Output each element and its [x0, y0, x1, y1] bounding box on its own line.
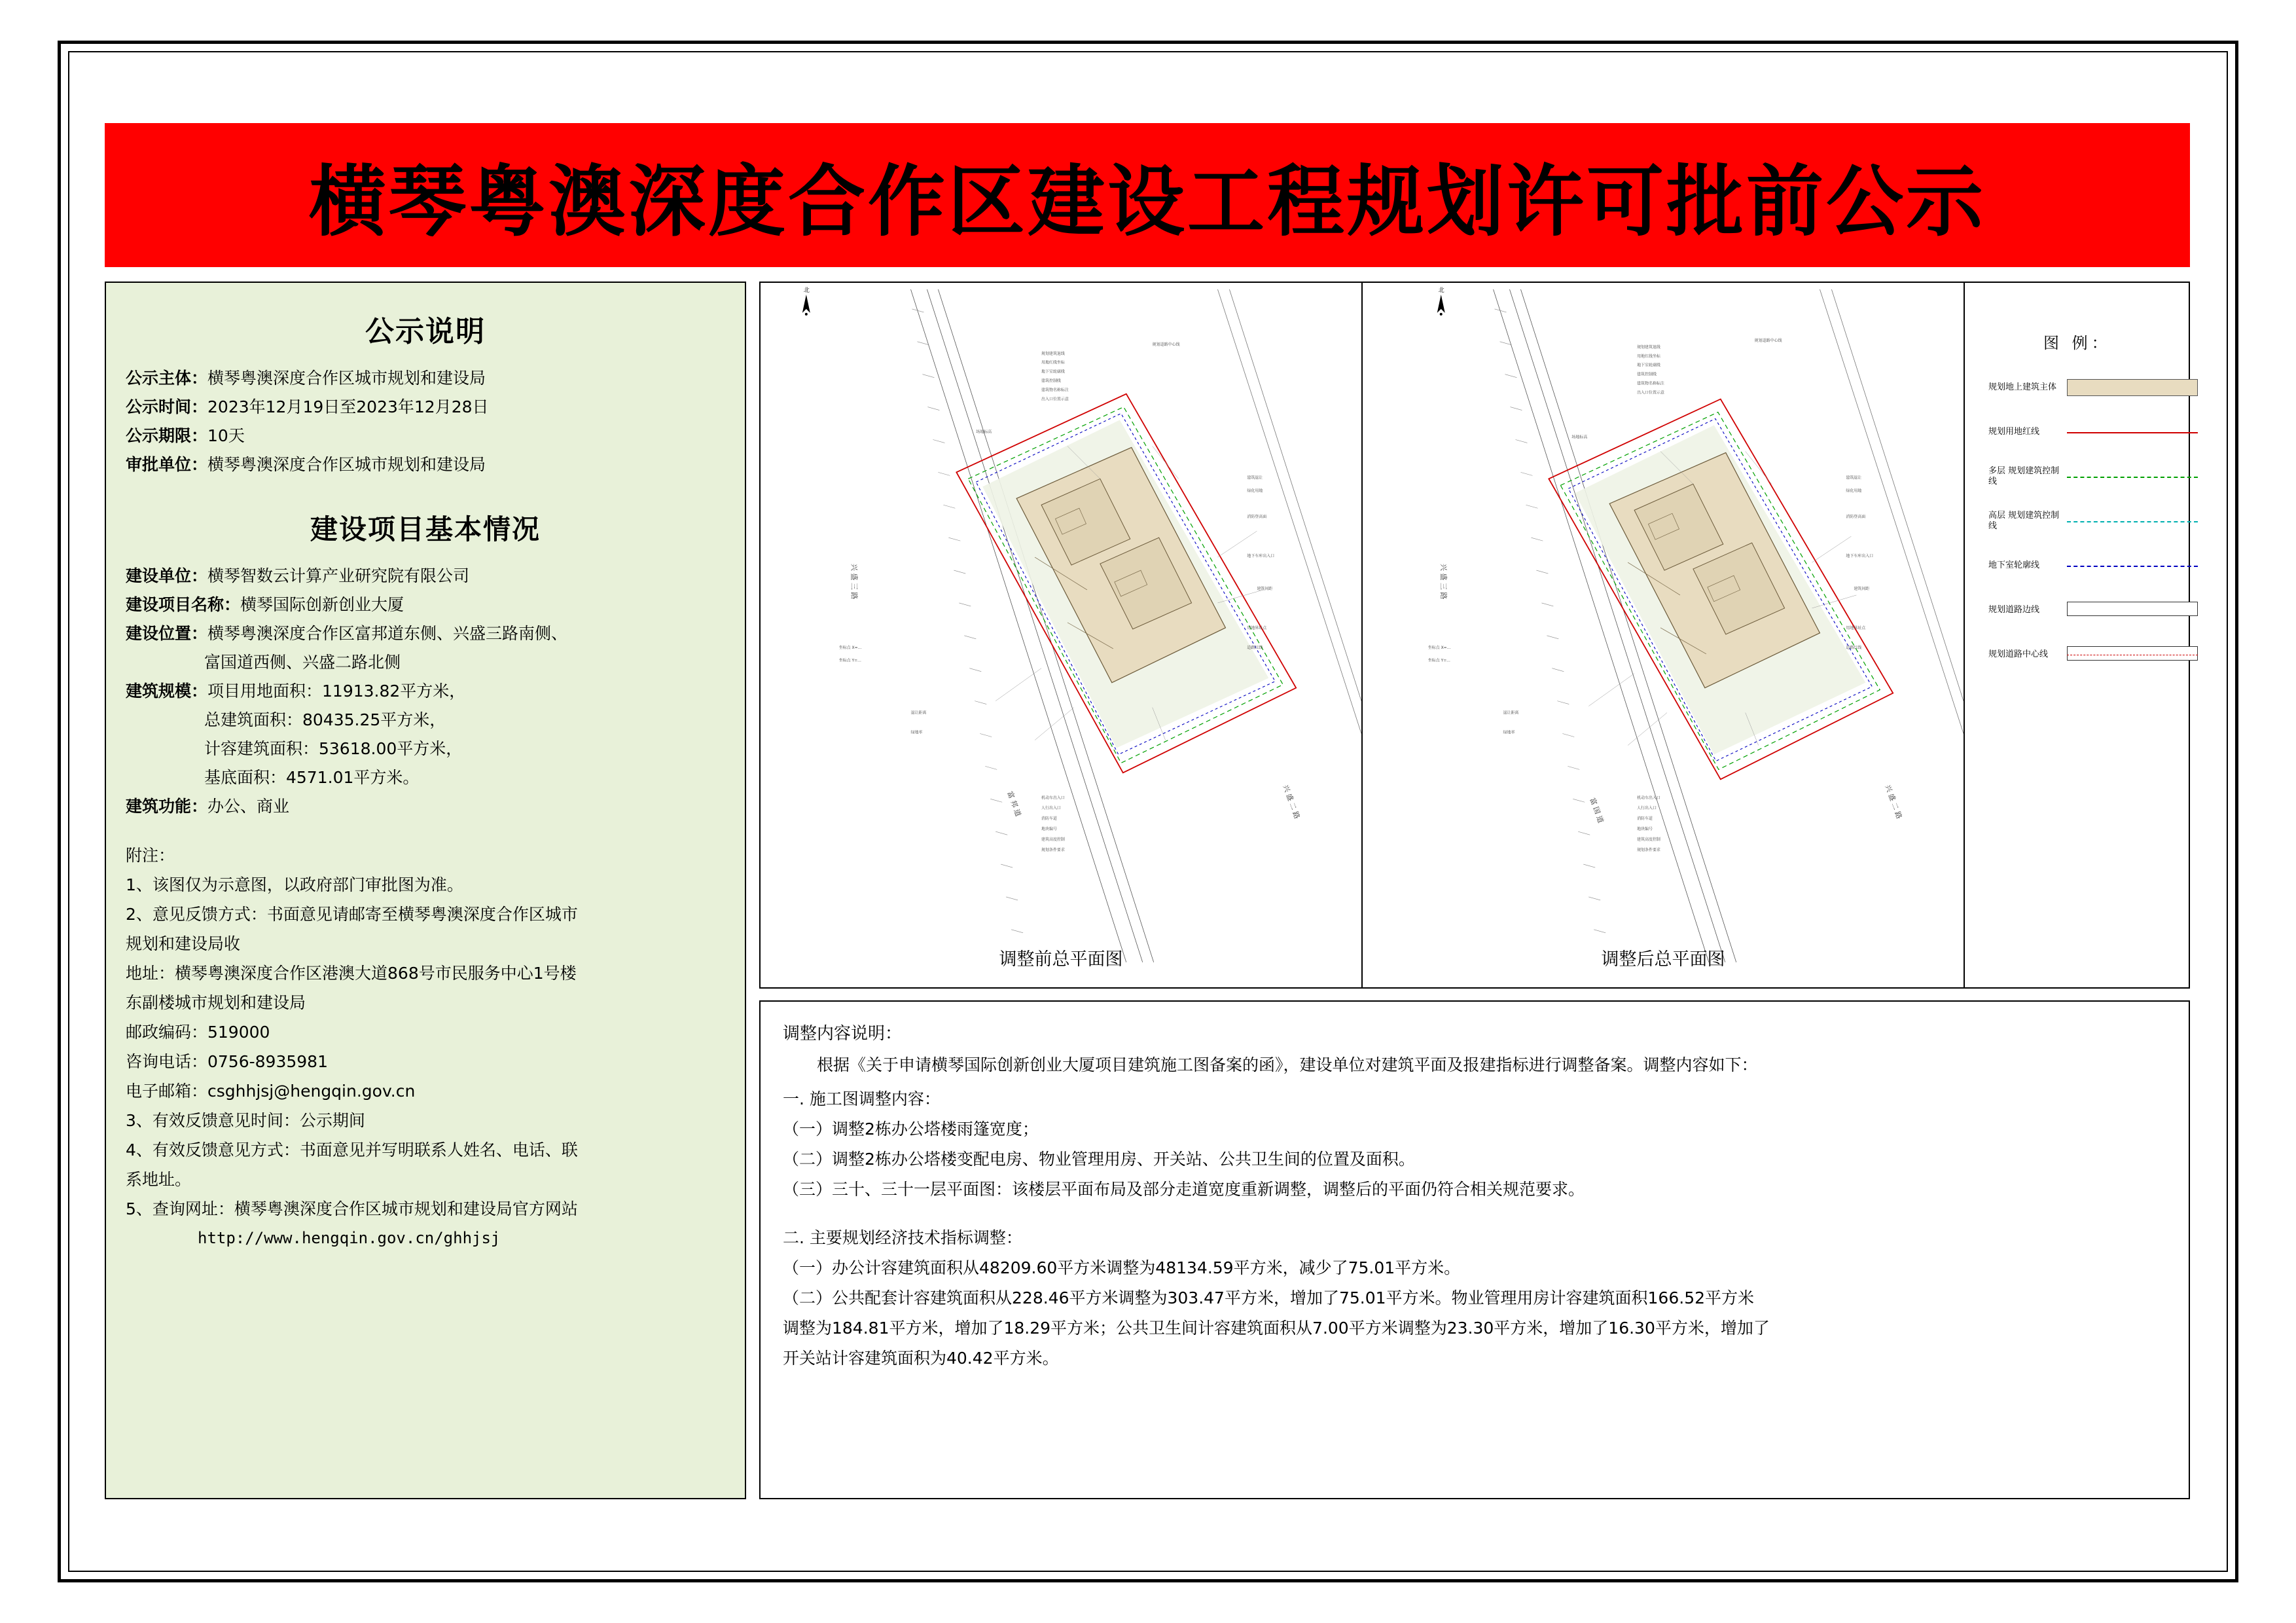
svg-text:地块编号: 地块编号 [1637, 827, 1653, 832]
adjustment-description-block [759, 1000, 2190, 1499]
site-plan-before-drawing [761, 283, 1361, 986]
project-value: 横琴国际创新创业大厦 [240, 595, 404, 614]
project-value: 横琴粤澳深度合作区富邦道东侧、兴盛三路南侧、 [207, 624, 568, 643]
project-value: 项目用地面积：11913.82平方米， [207, 682, 466, 701]
svg-text:建筑间距: 建筑间距 [1257, 586, 1273, 591]
project-location-line2: 富国道西侧、兴盛二路北侧 [204, 653, 401, 672]
adjustment-section1-item: （三）三十、三十一层平面图：该楼层平面布局及部分走道宽度重新调整，调整后的平面仍符合相关规范要求。 [783, 1180, 1585, 1199]
notice-row [126, 422, 725, 450]
notice-value: 横琴粤澳深度合作区城市规划和建设局 [207, 369, 486, 388]
legend-item-road-centerline [1988, 632, 2198, 677]
project-key: 建筑规模： [126, 682, 208, 701]
adjustment-section2-item: （二）公共配套计容建筑面积从228.46平方米调整为303.47平方米，增加了75.01平方米。物业管理用房计容建筑面积166.52平方米 [783, 1288, 1755, 1307]
svg-text:建筑退让: 建筑退让 [1846, 475, 1862, 481]
legend-swatch-red-line [2067, 424, 2198, 441]
svg-text:场地标高: 场地标高 [1571, 435, 1588, 440]
page-title: 横琴粤澳深度合作区建设工程规划许可批前公示 [308, 156, 1986, 247]
legend-item-high-rise-control-line [1988, 499, 2198, 543]
legend-label: 规划道路中心线 [1988, 649, 2049, 659]
legend-title: 图 例： [2043, 334, 2111, 352]
note-item: 东副楼城市规划和建设局 [126, 993, 306, 1012]
svg-text:兴 盛 二 路: 兴 盛 二 路 [1883, 783, 1904, 820]
note-item: 系地址。 [126, 1170, 192, 1189]
svg-text:人行出入口: 人行出入口 [1637, 806, 1657, 811]
legend-swatch-road-centerline [2067, 646, 2198, 663]
svg-text:退让距离: 退让距离 [1503, 710, 1519, 716]
project-value: 办公、商业 [207, 797, 290, 816]
notice-row [126, 364, 725, 393]
svg-text:规划建筑退线: 规划建筑退线 [1637, 344, 1660, 350]
note-item: 2、意见反馈方式：书面意见请邮寄至横琴粤澳深度合作区城市 [126, 905, 578, 924]
adjustment-section2-item: 开关站计容建筑面积为40.42平方米。 [783, 1349, 1059, 1368]
legend-label: 高层 规划建筑控制线 [1988, 511, 2060, 531]
svg-text:坐标点 X=...: 坐标点 X=... [838, 645, 862, 650]
svg-text:道路红线: 道路红线 [1846, 645, 1862, 650]
notice-value: 横琴粤澳深度合作区城市规划和建设局 [207, 455, 486, 474]
scale-line: 总建筑面积：80435.25平方米， [204, 710, 446, 729]
notice-key: 审批单位： [126, 455, 208, 474]
site-plan-after [1363, 283, 1965, 987]
svg-text:出入口位置示意: 出入口位置示意 [1041, 397, 1069, 402]
legend-panel [1965, 283, 2189, 987]
legend-label: 规划用地红线 [1988, 427, 2040, 437]
adjustment-intro: 根据《关于申请横琴国际创新创业大厦项目建筑施工图备案的函》，建设单位对建筑平面及报建指标进行调整备案。调整内容如下： [817, 1055, 1758, 1074]
project-key: 建设单位： [126, 566, 208, 585]
note-item: 5、查询网址：横琴粤澳深度合作区城市规划和建设局官方网站 [126, 1199, 578, 1218]
svg-text:地下车库出入口: 地下车库出入口 [1247, 554, 1275, 559]
svg-text:场地标高: 场地标高 [976, 429, 992, 435]
project-row [126, 792, 725, 821]
svg-text:坐标点 Y=...: 坐标点 Y=... [1427, 658, 1450, 663]
note-item: 咨询电话：0756-8935981 [126, 1052, 328, 1071]
project-key: 建设位置： [126, 624, 208, 643]
legend-swatch-road-edge [2067, 602, 2198, 619]
note-item: 3、有效反馈意见时间：公示期间 [126, 1111, 365, 1130]
notice-heading: 公示说明 [365, 315, 486, 348]
adjustment-section2-item: （一）办公计容建筑面积从48209.60平方米调整为48134.59平方米，减少了75.01平方米。 [783, 1258, 1461, 1277]
website-url: http://www.hengqin.gov.cn/ghhjsj [198, 1229, 501, 1247]
scale-line: 基底面积：4571.01平方米。 [204, 768, 420, 787]
project-row [126, 619, 725, 648]
svg-text:地块编号: 地块编号 [1041, 827, 1057, 832]
legend-list [1988, 365, 2198, 677]
notice-value: 2023年12月19日至2023年12月28日 [207, 397, 489, 416]
note-item-email: 电子邮箱：csghhjsj@hengqin.gov.cn [126, 1082, 416, 1101]
svg-text:兴 盛 二 路: 兴 盛 二 路 [1281, 783, 1302, 820]
svg-text:坐标点 Y=...: 坐标点 Y=... [838, 658, 861, 663]
adjustment-section2-item: 调整为184.81平方米，增加了18.29平方米；公共卫生间计容建筑面积从7.00平方米调整为23.30平方米，增加了16.30平方米，增加了 [783, 1319, 1770, 1338]
svg-text:消防登高面: 消防登高面 [1247, 515, 1267, 520]
legend-label: 多层 规划建筑控制线 [1988, 466, 2060, 486]
svg-text:建筑退让: 建筑退让 [1247, 475, 1263, 481]
svg-text:规划道路中心线: 规划道路中心线 [1754, 338, 1782, 343]
svg-text:兴 盛 三 路: 兴 盛 三 路 [1439, 564, 1448, 600]
legend-item-red-line [1988, 410, 2198, 454]
svg-text:绿地率: 绿地率 [910, 730, 923, 735]
svg-text:人行出入口: 人行出入口 [1041, 806, 1061, 811]
svg-text:消防车道: 消防车道 [1637, 816, 1653, 822]
svg-text:绿地率: 绿地率 [1503, 730, 1515, 735]
svg-text:规划建筑退线: 规划建筑退线 [1041, 351, 1065, 356]
legend-label: 规划地上建筑主体 [1988, 382, 2057, 392]
site-plan-after-drawing [1363, 283, 1964, 986]
svg-text:建筑物名称标注: 建筑物名称标注 [1041, 388, 1069, 393]
legend-item-road-edge [1988, 588, 2198, 632]
project-heading: 建设项目基本情况 [310, 513, 541, 545]
note-item: 邮政编码：519000 [126, 1023, 270, 1042]
svg-text:机动车出入口: 机动车出入口 [1041, 795, 1065, 801]
legend-label: 规划道路边线 [1988, 605, 2040, 615]
project-row [126, 591, 725, 619]
adjustment-section1-item: （一）调整2栋办公塔楼雨篷宽度； [783, 1120, 1039, 1139]
notice-key: 公示期限： [126, 426, 208, 445]
svg-text:地下室轮廓线: 地下室轮廓线 [1041, 369, 1065, 374]
svg-text:规划条件要求: 规划条件要求 [1041, 848, 1065, 853]
svg-text:消防车道: 消防车道 [1041, 816, 1057, 822]
adjustment-section1-item: （二）调整2栋办公塔楼变配电房、物业管理用房、开关站、公共卫生间的位置及面积。 [783, 1150, 1415, 1169]
svg-text:道路红线: 道路红线 [1247, 645, 1263, 650]
svg-text:兴 盛 三 路: 兴 盛 三 路 [850, 564, 859, 600]
svg-text:地下室轮廓线: 地下室轮廓线 [1637, 363, 1660, 368]
note-item: 4、有效反馈意见方式：书面意见并写明联系人姓名、电话、联 [126, 1140, 578, 1159]
site-plan-after-caption: 调整后总平面图 [1601, 949, 1725, 970]
svg-text:退让距离: 退让距离 [910, 710, 927, 716]
legend-swatch-cyan-line [2067, 513, 2198, 530]
notice-key: 公示时间： [126, 397, 208, 416]
adjustment-section2-title: 二. 主要规划经济技术指标调整： [783, 1228, 1022, 1247]
svg-text:建筑物名称标注: 建筑物名称标注 [1637, 381, 1664, 386]
adjustment-section1-title: 一. 施工图调整内容： [783, 1089, 941, 1108]
notes-block [126, 841, 725, 1253]
svg-text:地下车库出入口: 地下车库出入口 [1846, 554, 1874, 559]
svg-text:绿化用地: 绿化用地 [1247, 488, 1263, 494]
svg-text:规划道路中心线: 规划道路中心线 [1152, 342, 1180, 347]
legend-swatch-green-line [2067, 468, 2198, 485]
svg-text:规划条件要求: 规划条件要求 [1637, 848, 1660, 853]
notice-value: 10天 [207, 426, 245, 445]
project-key: 建设项目名称： [126, 595, 241, 614]
legend-swatch-fill [2067, 379, 2198, 396]
note-item: 地址：横琴粤澳深度合作区港澳大道868号市民服务中心1号楼 [126, 964, 577, 983]
title-banner [105, 123, 2190, 267]
svg-text:出入口位置示意: 出入口位置示意 [1637, 390, 1664, 395]
site-plan-drawings [759, 282, 2190, 989]
svg-text:机动车出入口: 机动车出入口 [1637, 795, 1660, 801]
note-item: 1、该图仅为示意图，以政府部门审批图为准。 [126, 875, 463, 894]
project-value: 横琴智数云计算产业研究院有限公司 [207, 566, 470, 585]
legend-item-low-rise-control-line [1988, 454, 2198, 499]
legend-item-basement-outline [1988, 543, 2198, 588]
svg-text:绿化用地: 绿化用地 [1846, 488, 1862, 494]
project-row [126, 562, 725, 591]
legend-label: 地下室轮廓线 [1988, 560, 2040, 570]
notice-info-panel [105, 282, 746, 1499]
site-plan-before-caption: 调整前总平面图 [999, 949, 1123, 970]
notice-row [126, 393, 725, 422]
svg-text:北: 北 [803, 287, 810, 294]
svg-text:富 国 道: 富 国 道 [1588, 796, 1605, 824]
notice-key: 公示主体： [126, 369, 208, 388]
svg-text:建筑高度控制: 建筑高度控制 [1637, 837, 1660, 843]
svg-text:用地红线坐标: 用地红线坐标 [1637, 354, 1660, 359]
svg-text:建筑控制线: 建筑控制线 [1637, 372, 1657, 377]
svg-text:富 邦 道: 富 邦 道 [1005, 790, 1023, 818]
adjustment-heading: 调整内容说明： [783, 1024, 903, 1044]
note-item: 规划和建设局收 [126, 934, 241, 953]
svg-text:建筑高度控制: 建筑高度控制 [1041, 837, 1065, 843]
svg-text:消防登高面: 消防登高面 [1846, 515, 1866, 520]
svg-text:用地红线坐标: 用地红线坐标 [1041, 360, 1065, 365]
scale-line: 计容建筑面积：53618.00平方米， [204, 739, 463, 758]
svg-text:用地界址点: 用地界址点 [1846, 625, 1866, 630]
legend-item-building [1988, 365, 2198, 410]
project-key: 建筑功能： [126, 797, 208, 816]
svg-text:坐标点 X=...: 坐标点 X=... [1427, 645, 1451, 650]
svg-text:用地界址点: 用地界址点 [1247, 625, 1267, 630]
svg-text:建筑间距: 建筑间距 [1854, 586, 1870, 591]
legend-swatch-blue-line [2067, 557, 2198, 574]
project-row [126, 677, 725, 706]
notes-heading: 附注： [126, 846, 175, 865]
svg-text:建筑控制线: 建筑控制线 [1041, 378, 1061, 384]
site-plan-before [761, 283, 1363, 987]
notice-row [126, 450, 725, 479]
svg-text:北: 北 [1438, 287, 1444, 294]
